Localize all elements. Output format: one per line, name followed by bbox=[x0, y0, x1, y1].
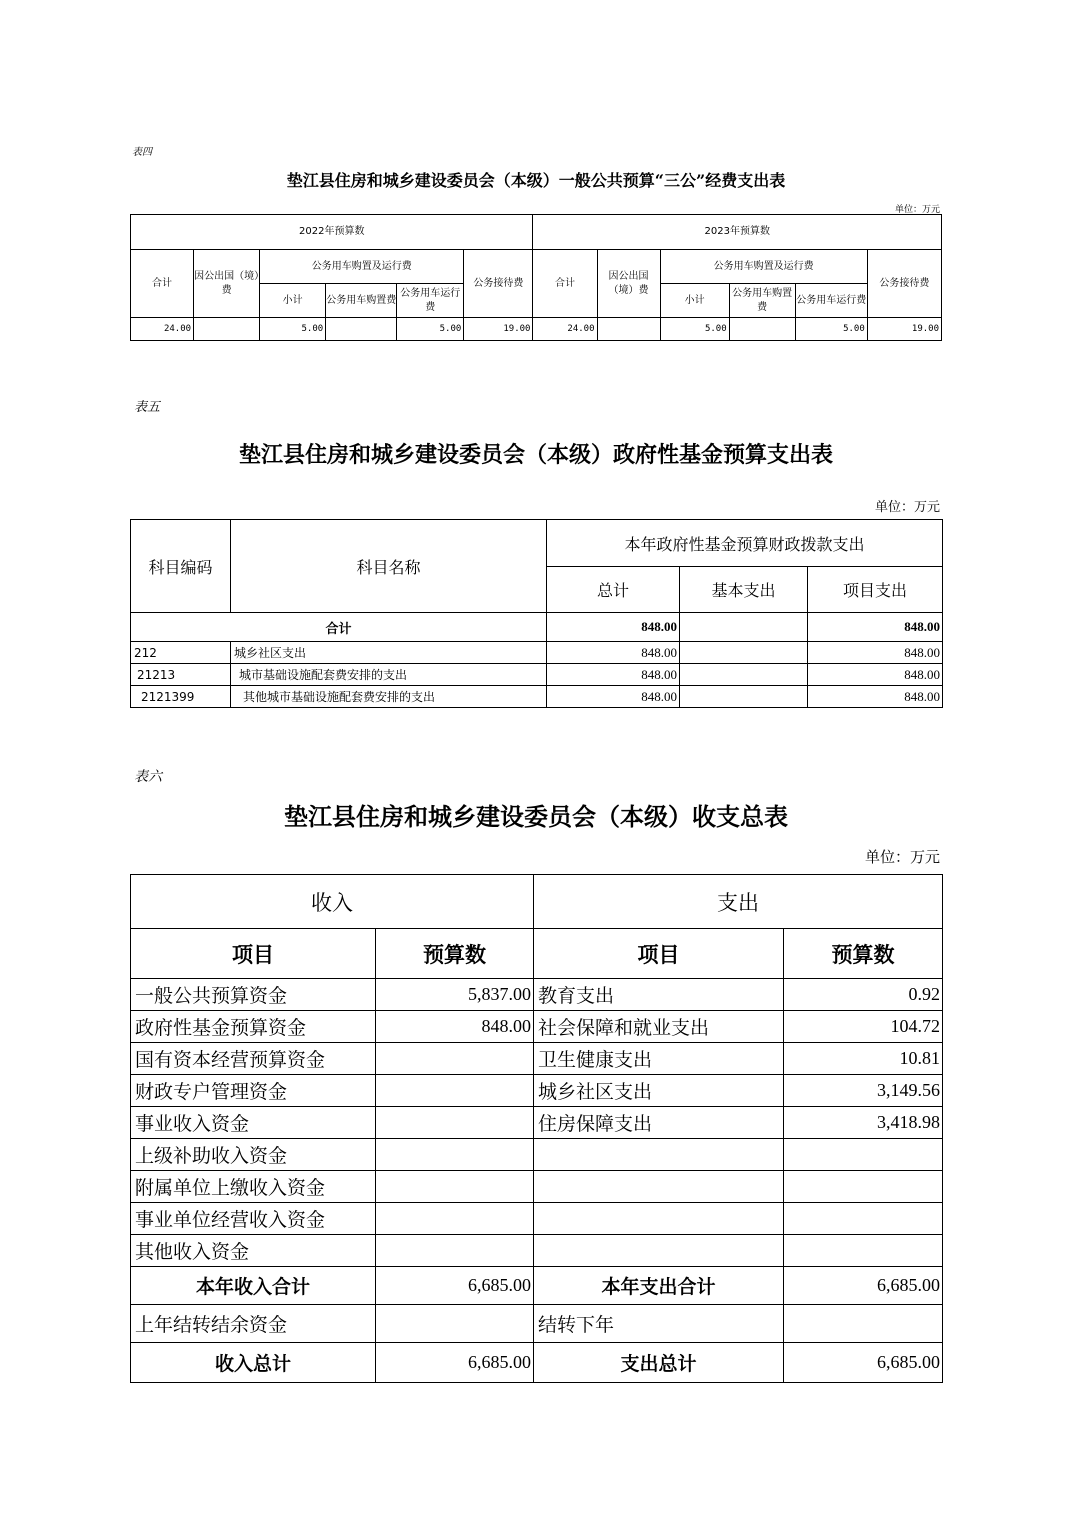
table6-title: 垫江县住房和城乡建设委员会（本级）收支总表 bbox=[284, 802, 788, 831]
income-header: 收入 bbox=[131, 875, 534, 929]
project-cell: 848.00 bbox=[808, 642, 943, 664]
total-header: 总计 bbox=[547, 567, 680, 613]
table-cell bbox=[194, 318, 260, 341]
grand-expense-value: 6,685.00 bbox=[784, 1343, 943, 1383]
table-row bbox=[131, 1043, 943, 1075]
table-row bbox=[131, 1203, 943, 1235]
table4-title: 垫江县住房和城乡建设委员会（本级）一般公共预算“三公”经费支出表 bbox=[286, 171, 786, 190]
table-row bbox=[131, 686, 943, 708]
table-row bbox=[131, 979, 943, 1011]
table-cell: 5.00 bbox=[795, 318, 867, 341]
year-income-total-label: 本年收入合计 bbox=[131, 1267, 376, 1305]
sum-label: 合计 bbox=[131, 613, 547, 642]
income-value bbox=[376, 1203, 534, 1235]
income-item: 事业收入资金 bbox=[131, 1107, 376, 1139]
basic-header: 基本支出 bbox=[680, 567, 808, 613]
expense-value bbox=[784, 1139, 943, 1171]
expense-value bbox=[784, 1171, 943, 1203]
table-cell: 19.00 bbox=[867, 318, 941, 341]
expense-item: 社会保障和就业支出 bbox=[534, 1011, 784, 1043]
year-expense-total-value: 6,685.00 bbox=[784, 1267, 943, 1305]
income-value bbox=[376, 1139, 534, 1171]
reception-header: 公务接待费 bbox=[464, 250, 533, 318]
total-cell: 848.00 bbox=[547, 686, 680, 708]
income-item: 政府性基金预算资金 bbox=[131, 1011, 376, 1043]
grand-income-value: 6,685.00 bbox=[376, 1343, 534, 1383]
car-buy-header: 公务用车购置费 bbox=[729, 284, 795, 318]
expense-header: 支出 bbox=[534, 875, 943, 929]
table-cell: 5.00 bbox=[260, 318, 326, 341]
total-cell: 848.00 bbox=[547, 642, 680, 664]
carry-out-label: 结转下年 bbox=[534, 1305, 784, 1343]
expense-item: 城乡社区支出 bbox=[534, 1075, 784, 1107]
income-item: 附属单位上缴收入资金 bbox=[131, 1171, 376, 1203]
subtotal-header: 小计 bbox=[260, 284, 326, 318]
expense-value: 3,418.98 bbox=[784, 1107, 943, 1139]
table-cell: 5.00 bbox=[660, 318, 729, 341]
income-value bbox=[376, 1043, 534, 1075]
income-item: 一般公共预算资金 bbox=[131, 979, 376, 1011]
expense-item-header: 项目 bbox=[534, 929, 784, 979]
grand-total-row bbox=[131, 1343, 943, 1383]
table6-unit: 单位：万元 bbox=[864, 848, 940, 866]
project-cell: 848.00 bbox=[808, 686, 943, 708]
carry-row bbox=[131, 1305, 943, 1343]
income-budget-header: 预算数 bbox=[376, 929, 534, 979]
abroad-header: 因公出国（境）费 bbox=[597, 250, 660, 318]
grand-expense-label: 支出总计 bbox=[534, 1343, 784, 1383]
expense-item: 卫生健康支出 bbox=[534, 1043, 784, 1075]
reception-header: 公务接待费 bbox=[867, 250, 941, 318]
table-cell bbox=[597, 318, 660, 341]
expense-item bbox=[534, 1139, 784, 1171]
table-row bbox=[131, 1235, 943, 1267]
table-cell: 5.00 bbox=[397, 318, 464, 341]
fund-group-header: 本年政府性基金预算财政拨款支出 bbox=[547, 520, 943, 567]
basic-cell bbox=[680, 664, 808, 686]
table5-title: 垫江县住房和城乡建设委员会（本级）政府性基金预算支出表 bbox=[238, 442, 833, 468]
table-row bbox=[131, 1107, 943, 1139]
sum-project: 848.00 bbox=[808, 613, 943, 642]
table-row bbox=[131, 1011, 943, 1043]
three-public-expense-table bbox=[130, 214, 942, 341]
table-cell bbox=[326, 318, 397, 341]
code-cell: 21213 bbox=[131, 664, 231, 686]
income-value: 5,837.00 bbox=[376, 979, 534, 1011]
expense-item: 教育支出 bbox=[534, 979, 784, 1011]
code-header: 科目编码 bbox=[131, 520, 231, 613]
income-value bbox=[376, 1235, 534, 1267]
grand-income-label: 收入总计 bbox=[131, 1343, 376, 1383]
carry-in-label: 上年结转结余资金 bbox=[131, 1305, 376, 1343]
total-cell: 848.00 bbox=[547, 664, 680, 686]
car-run-header: 公务用车运行费 bbox=[795, 284, 867, 318]
year-2022-header: 2022年预算数 bbox=[131, 215, 533, 250]
income-item: 财政专户管理资金 bbox=[131, 1075, 376, 1107]
gov-fund-expense-table bbox=[130, 519, 943, 708]
income-item: 国有资本经营预算资金 bbox=[131, 1043, 376, 1075]
year-2023-header: 2023年预算数 bbox=[533, 215, 942, 250]
income-item: 其他收入资金 bbox=[131, 1235, 376, 1267]
expense-value bbox=[784, 1235, 943, 1267]
table6-label: 表六 bbox=[134, 769, 162, 785]
income-value bbox=[376, 1107, 534, 1139]
code-cell: 212 bbox=[131, 642, 231, 664]
table-cell: 24.00 bbox=[131, 318, 194, 341]
expense-item bbox=[534, 1235, 784, 1267]
income-item: 上级补助收入资金 bbox=[131, 1139, 376, 1171]
table4-label: 表四 bbox=[132, 147, 152, 158]
income-value bbox=[376, 1075, 534, 1107]
table-row bbox=[131, 642, 943, 664]
project-cell: 848.00 bbox=[808, 664, 943, 686]
expense-item: 住房保障支出 bbox=[534, 1107, 784, 1139]
subtotal-header: 小计 bbox=[660, 284, 729, 318]
income-value: 848.00 bbox=[376, 1011, 534, 1043]
car-group-header: 公务用车购置及运行费 bbox=[660, 250, 867, 284]
carry-out-value bbox=[784, 1305, 943, 1343]
year-income-total-value: 6,685.00 bbox=[376, 1267, 534, 1305]
table-row bbox=[131, 1171, 943, 1203]
expense-item bbox=[534, 1203, 784, 1235]
table-row bbox=[131, 1139, 943, 1171]
income-item: 事业单位经营收入资金 bbox=[131, 1203, 376, 1235]
table4-unit: 单位：万元 bbox=[894, 205, 940, 215]
name-cell: 城乡社区支出 bbox=[231, 642, 547, 664]
car-buy-header: 公务用车购置费 bbox=[326, 284, 397, 318]
expense-value: 10.81 bbox=[784, 1043, 943, 1075]
carry-in-value bbox=[376, 1305, 534, 1343]
sum-total: 848.00 bbox=[547, 613, 680, 642]
code-cell: 2121399 bbox=[131, 686, 231, 708]
name-cell: 城市基础设施配套费安排的支出 bbox=[231, 664, 547, 686]
year-expense-total-label: 本年支出合计 bbox=[534, 1267, 784, 1305]
car-run-header: 公务用车运行费 bbox=[397, 284, 464, 318]
table5-unit: 单位：万元 bbox=[874, 500, 940, 515]
income-value bbox=[376, 1171, 534, 1203]
expense-item bbox=[534, 1171, 784, 1203]
total-header: 合计 bbox=[131, 250, 194, 318]
expense-value: 0.92 bbox=[784, 979, 943, 1011]
table-row bbox=[131, 1075, 943, 1107]
total-header: 合计 bbox=[533, 250, 597, 318]
expense-value: 104.72 bbox=[784, 1011, 943, 1043]
table-cell: 24.00 bbox=[533, 318, 597, 341]
table-cell bbox=[729, 318, 795, 341]
abroad-header: 因公出国（境）费 bbox=[194, 250, 260, 318]
year-total-row bbox=[131, 1267, 943, 1305]
project-header: 项目支出 bbox=[808, 567, 943, 613]
expense-value bbox=[784, 1203, 943, 1235]
table5-label: 表五 bbox=[134, 400, 161, 415]
car-group-header: 公务用车购置及运行费 bbox=[260, 250, 464, 284]
basic-cell bbox=[680, 686, 808, 708]
name-cell: 其他城市基础设施配套费安排的支出 bbox=[231, 686, 547, 708]
basic-cell bbox=[680, 642, 808, 664]
expense-budget-header: 预算数 bbox=[784, 929, 943, 979]
table-cell: 19.00 bbox=[464, 318, 533, 341]
income-expense-summary-table bbox=[130, 874, 943, 1383]
sum-basic bbox=[680, 613, 808, 642]
name-header: 科目名称 bbox=[231, 520, 547, 613]
expense-value: 3,149.56 bbox=[784, 1075, 943, 1107]
table-row bbox=[131, 664, 943, 686]
income-item-header: 项目 bbox=[131, 929, 376, 979]
